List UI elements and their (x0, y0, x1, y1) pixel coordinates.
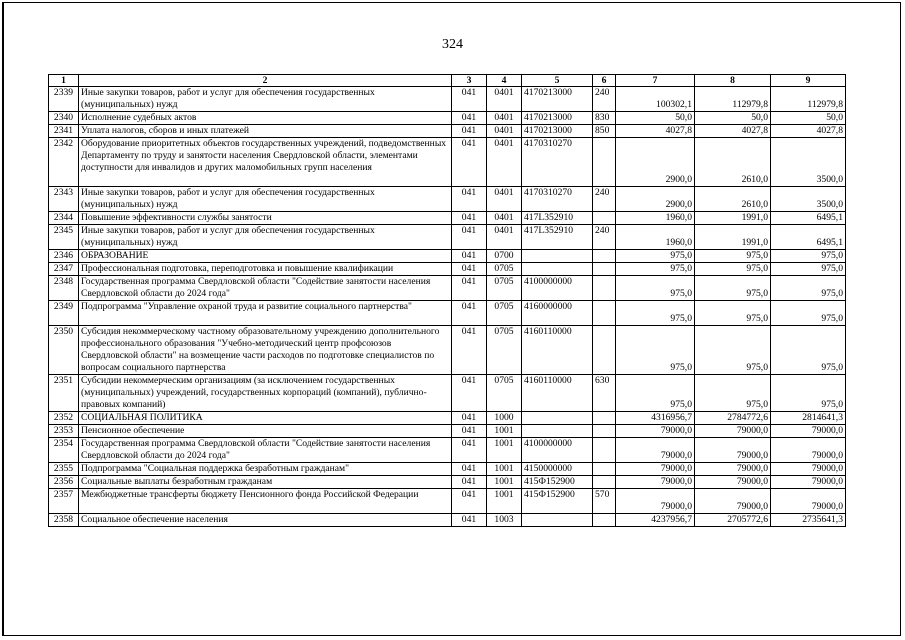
expense-type-code (593, 138, 616, 187)
row-number: 2344 (49, 212, 79, 225)
section-code: 0401 (487, 225, 522, 250)
item-name: СОЦИАЛЬНАЯ ПОЛИТИКА (79, 412, 452, 425)
section-code: 0705 (487, 263, 522, 276)
amount-year-3: 112979,8 (771, 87, 846, 112)
table-row (49, 489, 846, 514)
ministry-code: 041 (452, 187, 487, 212)
item-name: Иные закупки товаров, работ и услуг для обеспечения государственных (муниципальных) нужд (79, 225, 452, 250)
expense-type-code (593, 276, 616, 301)
table-row (49, 250, 846, 263)
item-name: Исполнение судебных актов (79, 112, 452, 125)
ministry-code: 041 (452, 514, 487, 527)
amount-year-2: 975,0 (695, 375, 771, 412)
section-code: 0705 (487, 326, 522, 375)
amount-year-1: 2900,0 (616, 138, 695, 187)
column-header: 1 (49, 75, 79, 87)
section-code: 1003 (487, 514, 522, 527)
column-header: 4 (487, 75, 522, 87)
row-number: 2351 (49, 375, 79, 412)
section-code: 0401 (487, 112, 522, 125)
column-header: 9 (771, 75, 846, 87)
table-row (49, 125, 846, 138)
ministry-code: 041 (452, 326, 487, 375)
amount-year-1: 975,0 (616, 250, 695, 263)
section-code: 1000 (487, 412, 522, 425)
ministry-code: 041 (452, 87, 487, 112)
ministry-code: 041 (452, 138, 487, 187)
item-name: Социальные выплаты безработным гражданам (79, 476, 452, 489)
amount-year-1: 100302,1 (616, 87, 695, 112)
amount-year-3: 3500,0 (771, 138, 846, 187)
amount-year-2: 975,0 (695, 301, 771, 326)
expense-type-code (593, 263, 616, 276)
ministry-code: 041 (452, 476, 487, 489)
row-number: 2357 (49, 489, 79, 514)
column-header: 6 (593, 75, 616, 87)
target-article-code: 4100000000 (522, 438, 593, 463)
amount-year-1: 975,0 (616, 276, 695, 301)
section-code: 1001 (487, 425, 522, 438)
table-row (49, 514, 846, 527)
amount-year-3: 79000,0 (771, 476, 846, 489)
table-row (49, 326, 846, 375)
amount-year-1: 975,0 (616, 326, 695, 375)
expense-type-code: 630 (593, 375, 616, 412)
ministry-code: 041 (452, 112, 487, 125)
target-article-code (522, 263, 593, 276)
target-article-code: 4170213000 (522, 125, 593, 138)
ministry-code: 041 (452, 250, 487, 263)
amount-year-2: 50,0 (695, 112, 771, 125)
expense-type-code (593, 425, 616, 438)
amount-year-3: 975,0 (771, 326, 846, 375)
section-code: 1001 (487, 463, 522, 476)
item-name: Государственная программа Свердловской области "Содействие занятости населения Свердловской области до 2024 года" (79, 276, 452, 301)
ministry-code: 041 (452, 425, 487, 438)
section-code: 0705 (487, 375, 522, 412)
expense-type-code: 850 (593, 125, 616, 138)
ministry-code: 041 (452, 412, 487, 425)
amount-year-3: 975,0 (771, 301, 846, 326)
amount-year-2: 79000,0 (695, 463, 771, 476)
amount-year-1: 4027,8 (616, 125, 695, 138)
expense-type-code: 240 (593, 87, 616, 112)
table-row (49, 212, 846, 225)
amount-year-1: 975,0 (616, 375, 695, 412)
row-number: 2345 (49, 225, 79, 250)
target-article-code (522, 514, 593, 527)
target-article-code: 4170213000 (522, 87, 593, 112)
ministry-code: 041 (452, 489, 487, 514)
target-article-code: 4150000000 (522, 463, 593, 476)
table-row (49, 463, 846, 476)
table-row (49, 263, 846, 276)
column-header: 3 (452, 75, 487, 87)
amount-year-2: 112979,8 (695, 87, 771, 112)
amount-year-2: 4027,8 (695, 125, 771, 138)
amount-year-3: 50,0 (771, 112, 846, 125)
section-code: 0705 (487, 301, 522, 326)
amount-year-3: 2814641,3 (771, 412, 846, 425)
row-number: 2355 (49, 463, 79, 476)
expense-type-code (593, 463, 616, 476)
amount-year-3: 6495,1 (771, 225, 846, 250)
target-article-code: 4100000000 (522, 276, 593, 301)
column-header: 7 (616, 75, 695, 87)
amount-year-2: 79000,0 (695, 476, 771, 489)
section-code: 1001 (487, 489, 522, 514)
amount-year-2: 2705772,6 (695, 514, 771, 527)
expense-type-code: 240 (593, 187, 616, 212)
amount-year-2: 79000,0 (695, 438, 771, 463)
section-code: 0401 (487, 87, 522, 112)
expense-type-code: 570 (593, 489, 616, 514)
ministry-code: 041 (452, 263, 487, 276)
item-name: Профессиональная подготовка, переподготовка и повышение квалификации (79, 263, 452, 276)
section-code: 0700 (487, 250, 522, 263)
table-row (49, 476, 846, 489)
section-code: 1001 (487, 476, 522, 489)
amount-year-2: 975,0 (695, 276, 771, 301)
table-row (49, 112, 846, 125)
ministry-code: 041 (452, 276, 487, 301)
item-name: Оборудование приоритетных объектов государственных учреждений, подведомственных Департаменту по труду и занятости населения Свердловской области, элементами доступности для инвалидов и других маломобильных групп населения (79, 138, 452, 187)
expense-type-code (593, 212, 616, 225)
ministry-code: 041 (452, 125, 487, 138)
expense-type-code (593, 301, 616, 326)
row-number: 2349 (49, 301, 79, 326)
amount-year-3: 79000,0 (771, 463, 846, 476)
row-number: 2356 (49, 476, 79, 489)
table-row (49, 438, 846, 463)
row-number: 2346 (49, 250, 79, 263)
amount-year-1: 1960,0 (616, 225, 695, 250)
item-name: Повышение эффективности службы занятости (79, 212, 452, 225)
amount-year-3: 79000,0 (771, 489, 846, 514)
target-article-code: 4170310270 (522, 187, 593, 212)
amount-year-3: 3500,0 (771, 187, 846, 212)
expense-type-code (593, 514, 616, 527)
amount-year-2: 975,0 (695, 250, 771, 263)
item-name: Иные закупки товаров, работ и услуг для обеспечения государственных (муниципальных) нужд (79, 87, 452, 112)
target-article-code: 4160110000 (522, 375, 593, 412)
row-number: 2339 (49, 87, 79, 112)
item-name: Субсидии некоммерческим организациям (за исключением государственных (муниципальных) учреждений, государственных корпораций (компаний), публично-правовых компаний) (79, 375, 452, 412)
item-name: Подпрограмма "Социальная поддержка безработным гражданам" (79, 463, 452, 476)
section-code: 0401 (487, 125, 522, 138)
amount-year-2: 2610,0 (695, 138, 771, 187)
amount-year-1: 79000,0 (616, 438, 695, 463)
row-number: 2342 (49, 138, 79, 187)
amount-year-1: 1960,0 (616, 212, 695, 225)
expense-type-code (593, 412, 616, 425)
table-row (49, 187, 846, 212)
target-article-code: 417L352910 (522, 225, 593, 250)
ministry-code: 041 (452, 301, 487, 326)
table-row (49, 87, 846, 112)
amount-year-1: 2900,0 (616, 187, 695, 212)
row-number: 2358 (49, 514, 79, 527)
amount-year-1: 79000,0 (616, 425, 695, 438)
amount-year-3: 2735641,3 (771, 514, 846, 527)
amount-year-2: 79000,0 (695, 489, 771, 514)
item-name: Социальное обеспечение населения (79, 514, 452, 527)
table-row (49, 412, 846, 425)
target-article-code: 415Ф152900 (522, 476, 593, 489)
target-article-code (522, 425, 593, 438)
expense-type-code (593, 438, 616, 463)
expense-type-code (593, 326, 616, 375)
amount-year-3: 975,0 (771, 375, 846, 412)
amount-year-2: 79000,0 (695, 425, 771, 438)
amount-year-1: 79000,0 (616, 476, 695, 489)
expense-type-code: 240 (593, 225, 616, 250)
ministry-code: 041 (452, 225, 487, 250)
column-header: 2 (79, 75, 452, 87)
item-name: Подпрограмма "Управление охраной труда и развитие социального партнерства" (79, 301, 452, 326)
table-row (49, 138, 846, 187)
amount-year-3: 4027,8 (771, 125, 846, 138)
item-name: Пенсионное обеспечение (79, 425, 452, 438)
table-row (49, 425, 846, 438)
ministry-code: 041 (452, 463, 487, 476)
column-header: 8 (695, 75, 771, 87)
amount-year-1: 50,0 (616, 112, 695, 125)
row-number: 2348 (49, 276, 79, 301)
target-article-code: 417L352910 (522, 212, 593, 225)
target-article-code: 4160110000 (522, 326, 593, 375)
item-name: Межбюджетные трансферты бюджету Пенсионного фонда Российской Федерации (79, 489, 452, 514)
amount-year-1: 975,0 (616, 301, 695, 326)
table-row (49, 301, 846, 326)
page-number: 324 (442, 37, 463, 52)
amount-year-1: 4237956,7 (616, 514, 695, 527)
ministry-code: 041 (452, 212, 487, 225)
row-number: 2343 (49, 187, 79, 212)
item-name: Иные закупки товаров, работ и услуг для обеспечения государственных (муниципальных) нужд (79, 187, 452, 212)
budget-table (48, 74, 846, 527)
amount-year-3: 79000,0 (771, 438, 846, 463)
section-code: 1001 (487, 438, 522, 463)
ministry-code: 041 (452, 375, 487, 412)
amount-year-2: 1991,0 (695, 225, 771, 250)
item-name: Государственная программа Свердловской области "Содействие занятости населения Свердловской области до 2024 года" (79, 438, 452, 463)
amount-year-2: 975,0 (695, 326, 771, 375)
table-row (49, 225, 846, 250)
amount-year-3: 975,0 (771, 276, 846, 301)
row-number: 2350 (49, 326, 79, 375)
target-article-code: 4160000000 (522, 301, 593, 326)
amount-year-3: 975,0 (771, 263, 846, 276)
amount-year-2: 2784772,6 (695, 412, 771, 425)
section-code: 0401 (487, 187, 522, 212)
header-row (49, 75, 846, 87)
amount-year-2: 1991,0 (695, 212, 771, 225)
table-row (49, 276, 846, 301)
amount-year-1: 79000,0 (616, 463, 695, 476)
column-header: 5 (522, 75, 593, 87)
expense-type-code: 830 (593, 112, 616, 125)
expense-type-code (593, 476, 616, 489)
target-article-code: 415Ф152900 (522, 489, 593, 514)
section-code: 0401 (487, 212, 522, 225)
section-code: 0401 (487, 138, 522, 187)
amount-year-1: 4316956,7 (616, 412, 695, 425)
row-number: 2353 (49, 425, 79, 438)
item-name: Уплата налогов, сборов и иных платежей (79, 125, 452, 138)
target-article-code (522, 250, 593, 263)
item-name: ОБРАЗОВАНИЕ (79, 250, 452, 263)
amount-year-1: 79000,0 (616, 489, 695, 514)
row-number: 2340 (49, 112, 79, 125)
amount-year-1: 975,0 (616, 263, 695, 276)
amount-year-3: 79000,0 (771, 425, 846, 438)
row-number: 2352 (49, 412, 79, 425)
target-article-code: 4170310270 (522, 138, 593, 187)
item-name: Субсидия некоммерческому частному образовательному учреждению дополнительного профессионального образования "Учебно-методический центр профсоюзов Свердловской области" на возмещение части расходов по подготовке специалистов по вопросам социального партнерства (79, 326, 452, 375)
row-number: 2341 (49, 125, 79, 138)
row-number: 2354 (49, 438, 79, 463)
target-article-code: 4170213000 (522, 112, 593, 125)
amount-year-3: 6495,1 (771, 212, 846, 225)
table-row (49, 375, 846, 412)
section-code: 0705 (487, 276, 522, 301)
amount-year-2: 975,0 (695, 263, 771, 276)
amount-year-2: 2610,0 (695, 187, 771, 212)
ministry-code: 041 (452, 438, 487, 463)
target-article-code (522, 412, 593, 425)
expense-type-code (593, 250, 616, 263)
row-number: 2347 (49, 263, 79, 276)
amount-year-3: 975,0 (771, 250, 846, 263)
